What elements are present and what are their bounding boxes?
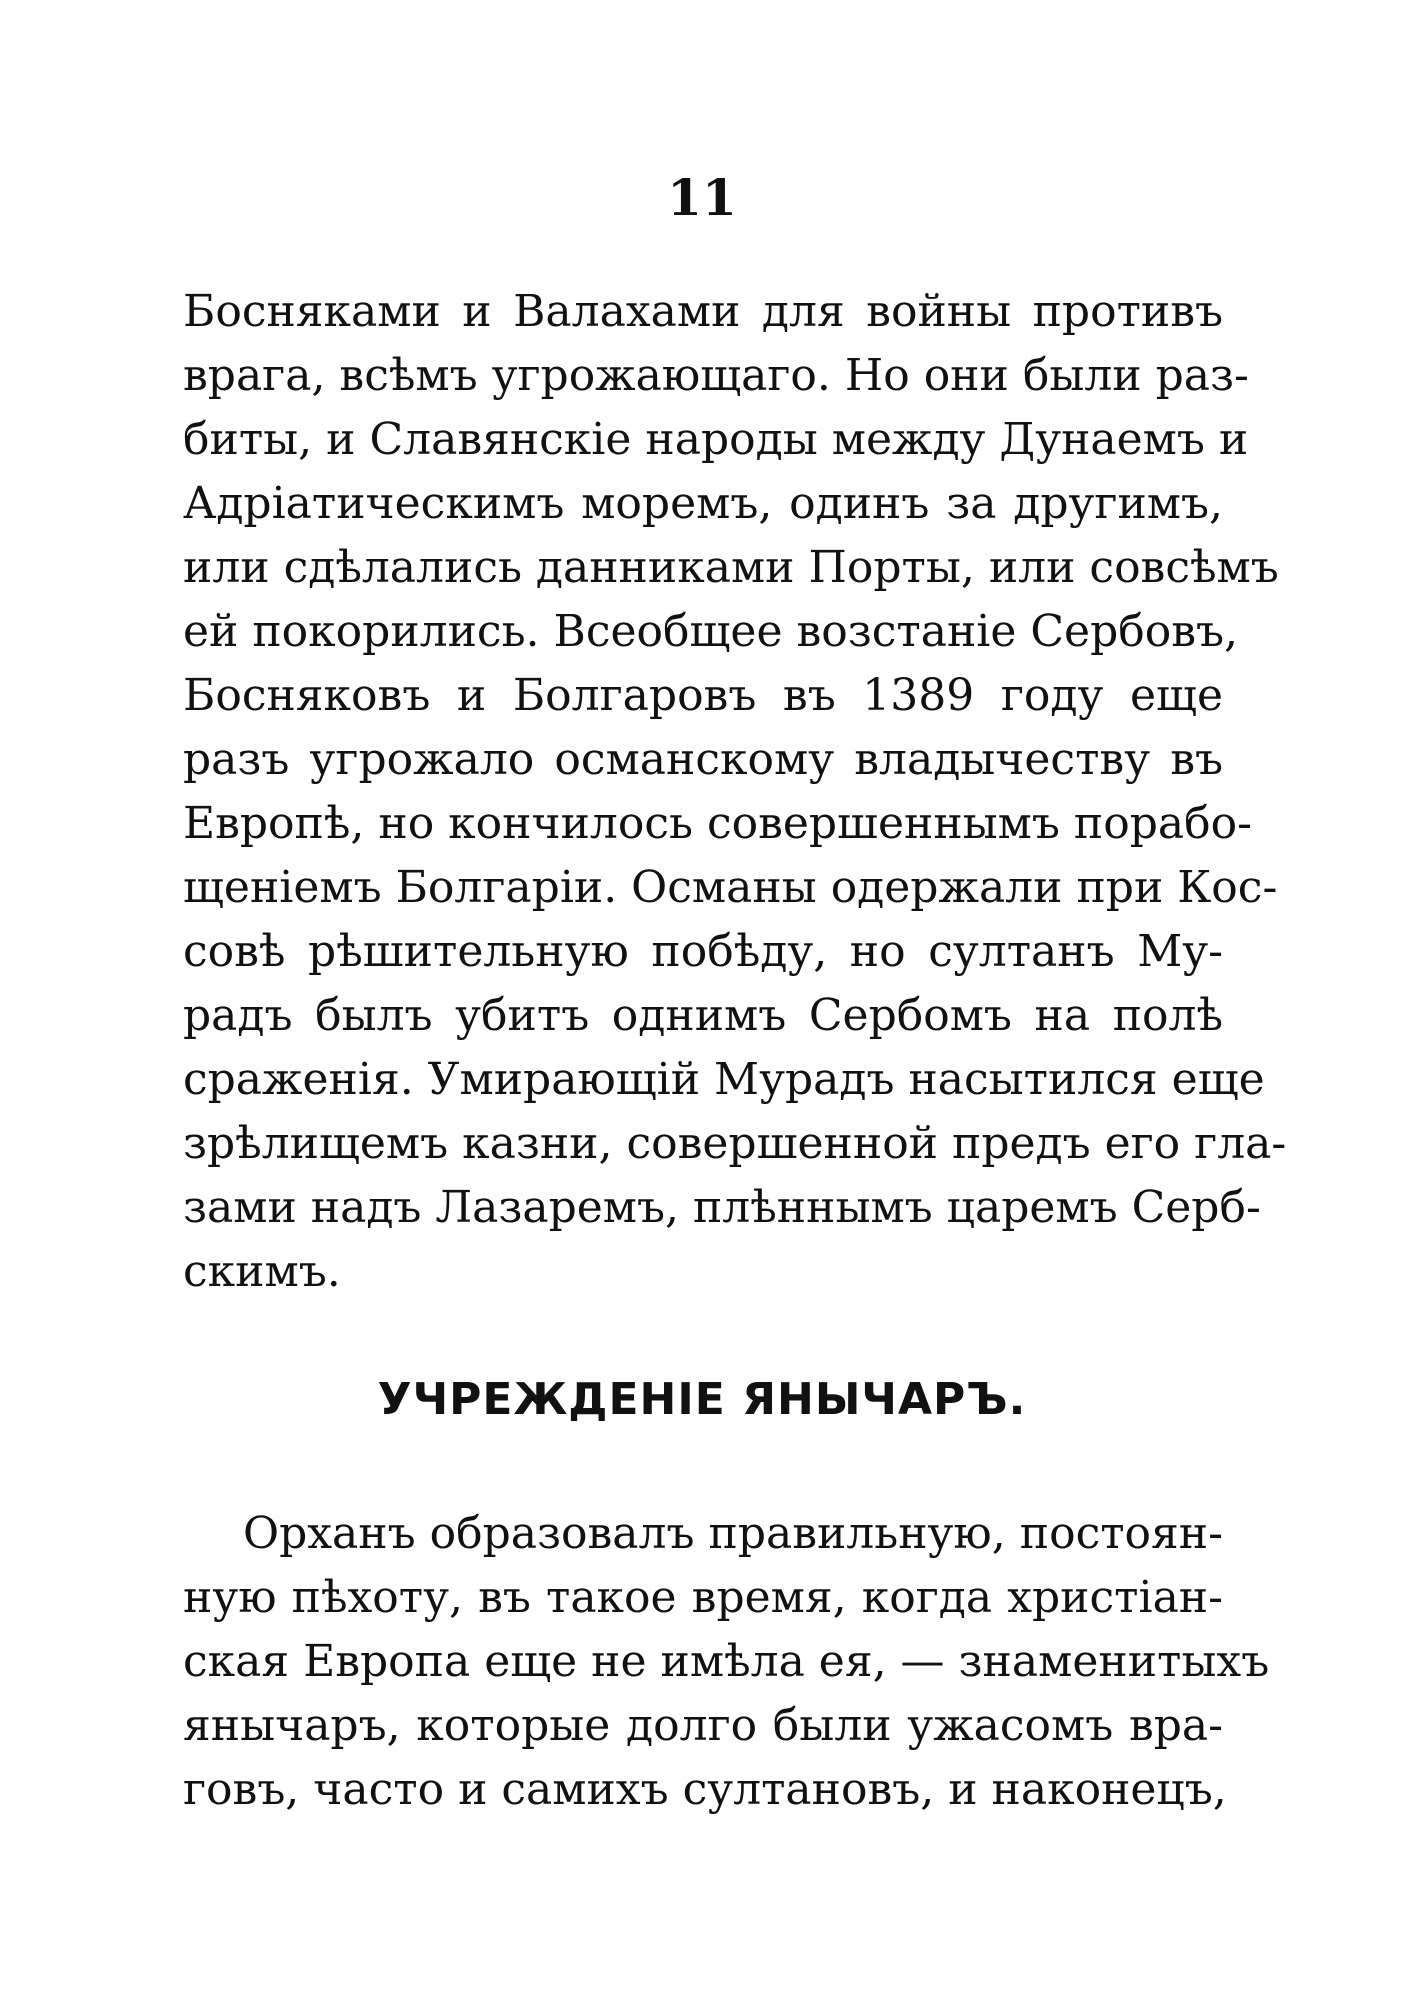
text-line: совѣ рѣшительную побѣду, но султанъ Му-: [183, 926, 1223, 977]
text-line: зрѣлищемъ казни, совершенной предъ его гла-: [183, 1118, 1287, 1169]
text-line: Орханъ образовалъ правильную, постоян-: [243, 1508, 1223, 1559]
text-line: Босняковъ и Болгаровъ въ 1389 году еще: [183, 670, 1223, 721]
page-number: 11: [667, 168, 737, 227]
text-line: Босняками и Валахами для войны противъ: [183, 286, 1223, 337]
paragraph-1: [183, 280, 1287, 1304]
text-line: ную пѣхоту, въ такое время, когда христіан-: [183, 1572, 1223, 1623]
text-line: сраженія. Умирающій Мурадъ насытился еще: [183, 1054, 1265, 1105]
text-line: ей покорились. Всеобщее возстаніе Сербовъ,: [183, 606, 1238, 657]
text-line: зами надъ Лазаремъ, плѣннымъ царемъ Серб-: [183, 1182, 1261, 1233]
section-heading: УЧРЕЖДЕНІЕ ЯНЫЧАРЪ.: [377, 1374, 1027, 1425]
text-line: щеніемъ Болгаріи. Османы одержали при Кос-: [183, 862, 1278, 913]
text-line: скимъ.: [183, 1246, 341, 1297]
text-line: ская Европа еще не имѣла ея, — знаменитыхъ: [183, 1636, 1270, 1687]
text-line: говъ, часто и самихъ султановъ, и наконецъ,: [183, 1764, 1227, 1815]
text-line: врага, всѣмъ угрожающаго. Но они были раз-: [183, 350, 1249, 401]
text-line: янычаръ, которые долго были ужасомъ вра-: [183, 1700, 1223, 1751]
text-line: радъ былъ убитъ однимъ Сербомъ на полѣ: [183, 990, 1223, 1041]
text-line: Адріатическимъ моремъ, одинъ за другимъ,: [183, 478, 1223, 529]
text-line: Европѣ, но кончилось совершеннымъ порабо-: [183, 798, 1252, 849]
text-line: биты, и Славянскіе народы между Дунаемъ и: [183, 414, 1249, 465]
text-line: или сдѣлались данниками Порты, или совсѣмъ: [183, 542, 1279, 593]
paragraph-2: [183, 1502, 1270, 1822]
text-line: разъ угрожало османскому владычеству въ: [183, 734, 1223, 785]
